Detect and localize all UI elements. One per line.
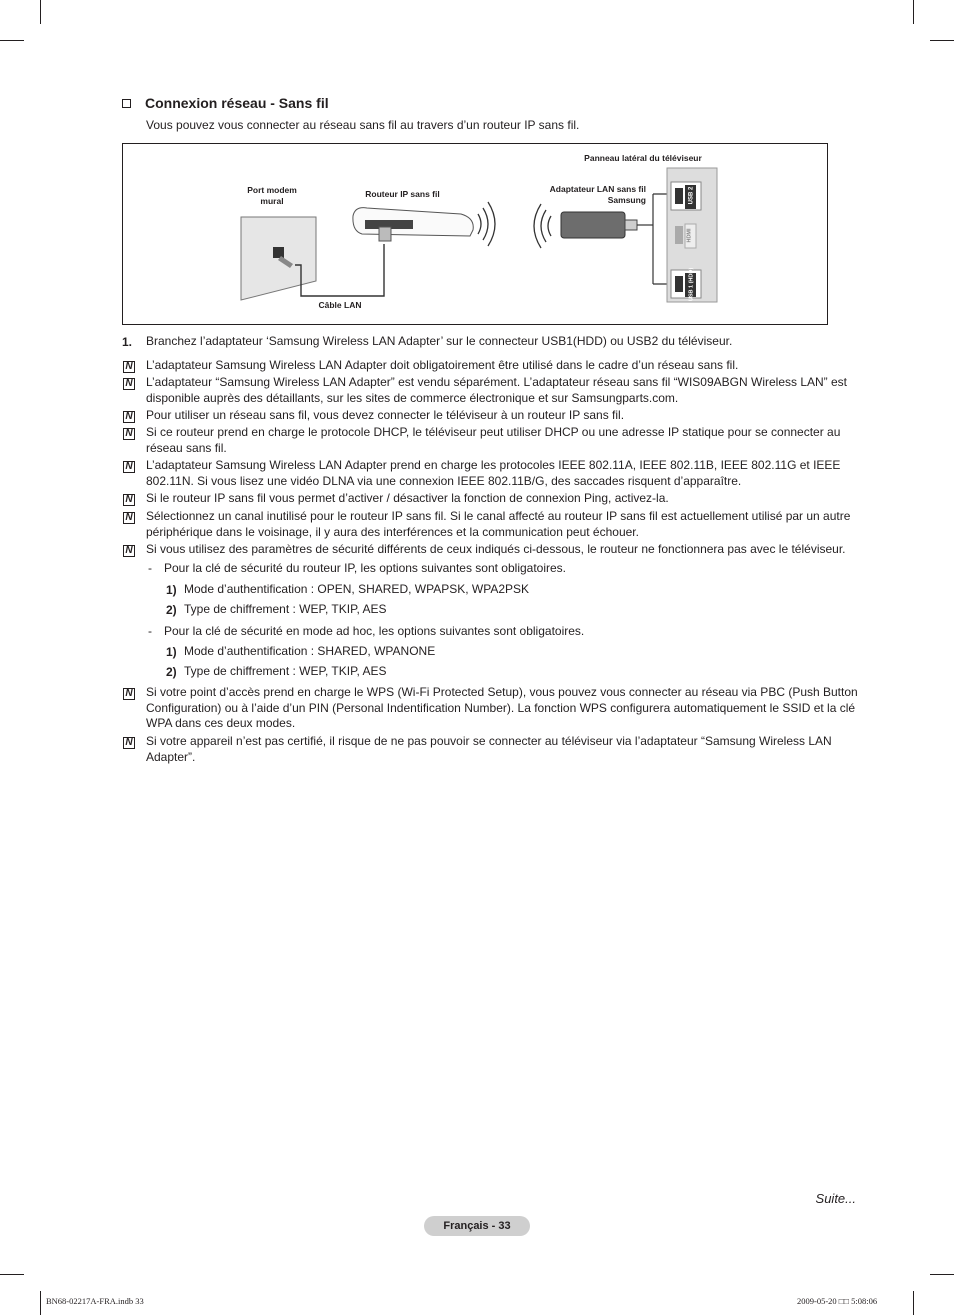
usb-adapter [561, 212, 625, 238]
note-icon [123, 411, 135, 423]
item-number: 1) [166, 583, 177, 597]
security-heading: Pour la clé de sécurité en mode ad hoc, les options suivantes sont obligatoires. [164, 624, 585, 638]
note-text: Sélectionnez un canal inutilisé pour le routeur IP sans fil. Si le canal affecté au routeur IP sans fil est actuellement utilisé par un autre périphérique dans le voisinage, il y aura des interférences et la communication peut échouer. [146, 509, 851, 539]
label-hdmi-port: HDMI [686, 228, 693, 243]
crop-mark [930, 1274, 954, 1275]
usb2-port [675, 188, 683, 204]
crop-mark [930, 40, 954, 41]
label-adapter: Adaptateur LAN sans fil Samsung [549, 184, 646, 205]
label-lan-cable: Câble LAN [318, 300, 362, 310]
list-dash: - [148, 561, 152, 575]
item-number: 2) [166, 603, 177, 617]
checkbox-bullet-icon [122, 99, 131, 108]
item-number: 2) [166, 665, 177, 679]
crop-mark [913, 1291, 914, 1315]
note-text: L’adaptateur Samsung Wireless LAN Adapter doit obligatoirement être utilisé dans le cadre d’un réseau sans fil. [146, 358, 739, 372]
label-wall-port: Port modem mural [247, 185, 297, 206]
label-tv-panel: Panneau latéral du téléviseur [584, 153, 702, 163]
usb1-port [675, 276, 683, 292]
continued-label: Suite... [815, 1191, 856, 1206]
note-icon [123, 737, 135, 749]
hdmi-port [675, 226, 683, 244]
wall-graphic [241, 217, 316, 300]
note-text: Si votre appareil n’est pas certifié, il risque de ne pas pouvoir se connecter au téléviseur via l’adaptateur “Samsung Wireless LAN Adapter”. [146, 734, 832, 764]
note-text: Si ce routeur prend en charge le protocole DHCP, le téléviseur peut utiliser DHCP ou une adresse IP statique pour se connecter au réseau sans fil. [146, 425, 841, 455]
crop-mark [0, 40, 24, 41]
step-number: 1. [122, 335, 133, 349]
diagram-drawing [123, 144, 827, 324]
security-item: Type de chiffrement : WEP, TKIP, AES [184, 664, 387, 678]
note-icon [123, 545, 135, 557]
note-text: L’adaptateur “Samsung Wireless LAN Adapter” est vendu séparément. L’adaptateur réseau sans fil “WIS09ABGN Wireless LAN” est disponible auprès des détaillants, sur les sites de commerce électronique et sur Samsungparts.com. [146, 375, 848, 405]
note-text: Pour utiliser un réseau sans fil, vous devez connecter le téléviseur à un routeur IP sans fil. [146, 408, 625, 422]
section-heading [122, 95, 329, 111]
note-text: L’adaptateur Samsung Wireless LAN Adapter prend en charge les protocoles IEEE 802.11A, IEEE 802.11B, IEEE 802.11G et IEEE 802.11N. Si vous lisez une vidéo DLNA via une connexion IEEE 802.11B/G, des saccades risquent d’apparaître. [146, 458, 841, 488]
note-text: Si le routeur IP sans fil vous permet d’activer / désactiver la fonction de connexion Ping, activez-la. [146, 491, 669, 505]
crop-mark [40, 0, 41, 24]
connection-diagram [122, 143, 828, 325]
note-icon [123, 361, 135, 373]
crop-mark [0, 1274, 24, 1275]
label-usb2-port: USB 2 [688, 186, 695, 205]
note-icon [123, 512, 135, 524]
note-icon [123, 461, 135, 473]
security-item: Mode d’authentification : OPEN, SHARED, WPAPSK, WPA2PSK [184, 582, 530, 596]
intro-text: Vous pouvez vous connecter au réseau sans fil au travers d’un routeur IP sans fil. [146, 118, 580, 132]
page-number-badge: Français - 33 [424, 1216, 530, 1236]
footer-file-info: BN68-02217A-FRA.indb 33 [46, 1296, 144, 1306]
security-item: Mode d’authentification : SHARED, WPANONE [184, 644, 436, 658]
wall-port-icon [273, 247, 284, 258]
section-title: Connexion réseau - Sans fil [145, 95, 329, 111]
item-number: 1) [166, 645, 177, 659]
usb-adapter-plug [625, 220, 637, 230]
crop-mark [40, 1291, 41, 1315]
note-icon [123, 378, 135, 390]
note-text: Si votre point d’accès prend en charge le WPS (Wi-Fi Protected Setup), vous pouvez vous connecter au réseau via PBC (Push Button Configuration) ou à l’aide d’un PIN (Personal Indentification Number). La fonction WPS configurera automatiquement le SSID et la clé WPA dans ces deux modes. [146, 685, 858, 730]
note-icon [123, 688, 135, 700]
note-text: Si vous utilisez des paramètres de sécurité différents de ceux indiqués ci-dessous, le routeur ne fonctionnera pas avec le téléviseur. [146, 542, 846, 556]
security-item: Type de chiffrement : WEP, TKIP, AES [184, 602, 387, 616]
router-plug [379, 227, 391, 241]
list-dash: - [148, 624, 152, 638]
footer-timestamp: 2009-05-20 □□ 5:08:06 [797, 1296, 878, 1306]
label-router: Routeur IP sans fil [365, 189, 440, 199]
note-icon [123, 494, 135, 506]
label-usb1-port: USB 1 (HDD) [688, 267, 695, 302]
note-icon [123, 428, 135, 440]
step-text: Branchez l’adaptateur ‘Samsung Wireless LAN Adapter’ sur le connecteur USB1(HDD) ou USB2 du téléviseur. [146, 334, 733, 348]
security-heading: Pour la clé de sécurité du routeur IP, les options suivantes sont obligatoires. [164, 561, 567, 575]
crop-mark [913, 0, 914, 24]
